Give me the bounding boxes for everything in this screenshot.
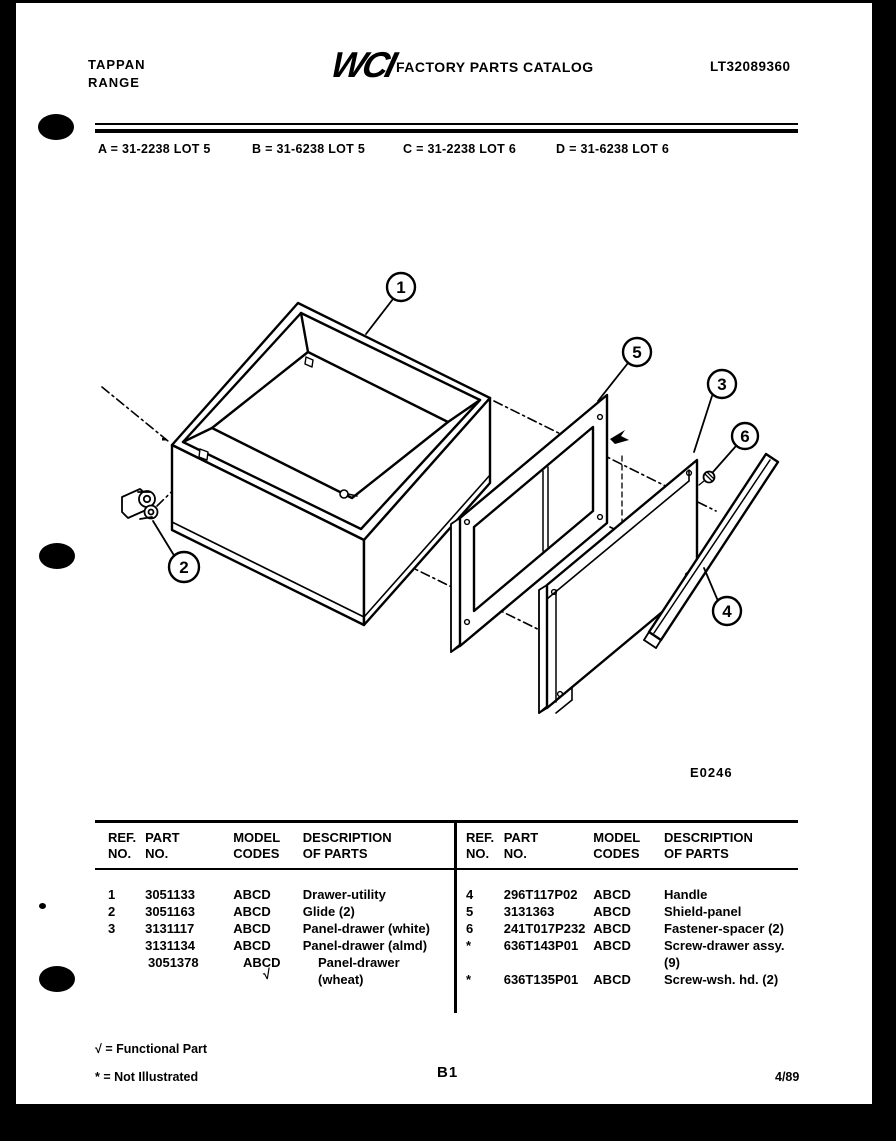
wci-logo: WCI bbox=[327, 44, 399, 85]
header-model-2: CODES bbox=[593, 846, 640, 861]
header-ref-2: NO. bbox=[108, 846, 132, 861]
cell-codes: ABCD bbox=[593, 921, 631, 936]
cell-part: 296T117P02 bbox=[503, 887, 578, 902]
cell-part: 3051378 bbox=[148, 955, 199, 970]
callout-5: 5 bbox=[632, 343, 642, 362]
table-row bbox=[108, 903, 453, 920]
header-desc: DESCRIPTION bbox=[664, 830, 753, 845]
cell-part: 3051133 bbox=[145, 887, 195, 902]
header-model: MODEL bbox=[593, 830, 641, 845]
cell-ref: * bbox=[466, 938, 472, 953]
table-row bbox=[108, 886, 453, 903]
table-header-row bbox=[108, 830, 453, 862]
parts-table-left bbox=[108, 830, 453, 988]
header-model-2: CODES bbox=[233, 846, 280, 861]
cell-desc: Handle bbox=[664, 887, 708, 902]
cell-desc: Panel-drawer (white) bbox=[302, 921, 430, 936]
cell-codes: ABCD bbox=[593, 904, 631, 919]
cell-ref: 5 bbox=[466, 904, 474, 919]
cell-part: 3051163 bbox=[145, 904, 195, 919]
page-code: B1 bbox=[437, 1064, 459, 1081]
cell-codes: ABCD bbox=[233, 904, 271, 919]
cell-codes-text: ABCD bbox=[243, 955, 281, 970]
callout-2: 2 bbox=[179, 558, 189, 577]
table-header-row bbox=[466, 830, 796, 862]
clip-mark bbox=[610, 430, 629, 444]
cell-codes: ABCD bbox=[593, 938, 631, 953]
table-row bbox=[466, 903, 796, 920]
header-model: MODEL bbox=[233, 830, 281, 845]
table-row bbox=[108, 920, 453, 937]
header-part-2: NO. bbox=[145, 846, 169, 861]
check-icon: √ bbox=[261, 965, 272, 983]
legend-functional-part: √ = Functional Part bbox=[95, 1042, 208, 1056]
cell-desc: Drawer-utility bbox=[302, 887, 386, 902]
model-code-b: B = 31-6238 LOT 5 bbox=[252, 142, 366, 156]
cell-desc: Screw-drawer assy. (9) bbox=[664, 938, 785, 970]
cell-part: 636T143P01 bbox=[503, 938, 579, 953]
cell-part: 3131363 bbox=[503, 904, 555, 919]
table-row bbox=[466, 886, 796, 903]
header-part: PART bbox=[503, 830, 539, 845]
cell-desc: Panel-drawer (almd) bbox=[302, 938, 428, 953]
table-row bbox=[466, 971, 796, 988]
cell-desc: Fastener-spacer (2) bbox=[664, 921, 784, 936]
publication-number: LT32089360 bbox=[710, 59, 791, 74]
cell-ref: 2 bbox=[108, 904, 116, 919]
callout-4: 4 bbox=[722, 602, 732, 621]
brand-line-1: TAPPAN bbox=[88, 57, 146, 72]
cell-desc: Glide (2) bbox=[302, 904, 355, 919]
header-desc: DESCRIPTION bbox=[302, 830, 392, 845]
cell-codes: ABCD bbox=[233, 887, 271, 902]
cell-ref bbox=[108, 954, 148, 988]
cell-codes: ABCD bbox=[233, 938, 271, 953]
revision-date: 4/89 bbox=[775, 1070, 800, 1084]
cell-ref: 3 bbox=[108, 921, 116, 936]
model-code-d: D = 31-6238 LOT 6 bbox=[556, 142, 670, 156]
model-code-a: A = 31-2238 LOT 5 bbox=[98, 142, 211, 156]
cell-codes: ABCD bbox=[233, 921, 271, 936]
callout-6: 6 bbox=[740, 427, 750, 446]
cell-desc: Screw-wsh. hd. (2) bbox=[664, 972, 779, 987]
header-ref: REF. bbox=[466, 830, 495, 845]
table-row bbox=[108, 937, 453, 954]
glide-part bbox=[122, 489, 158, 519]
table-top-border bbox=[95, 820, 798, 823]
callout-1: 1 bbox=[396, 278, 406, 297]
header-ref-2: NO. bbox=[466, 846, 490, 861]
fastener-spacer-part bbox=[699, 472, 715, 486]
cell-part: 3131134 bbox=[145, 938, 195, 953]
brand-line-2: RANGE bbox=[88, 75, 140, 90]
header-ref: REF. bbox=[108, 830, 137, 845]
table-row bbox=[466, 937, 796, 971]
cell-part: 636T135P01 bbox=[503, 972, 579, 987]
cell-desc: Shield-panel bbox=[664, 904, 742, 919]
cell-part: 3131117 bbox=[145, 921, 195, 936]
model-code-c: C = 31-2238 LOT 6 bbox=[403, 142, 517, 156]
cell-ref: * bbox=[466, 972, 472, 987]
table-row bbox=[466, 920, 796, 937]
cell-ref bbox=[108, 937, 145, 954]
table-row bbox=[108, 954, 453, 988]
cell-ref: 6 bbox=[466, 921, 474, 936]
cell-codes: ABCD bbox=[593, 972, 631, 987]
table-center-divider bbox=[454, 820, 457, 1013]
catalog-title: FACTORY PARTS CATALOG bbox=[396, 59, 594, 75]
legend-not-illustrated: * = Not Illustrated bbox=[95, 1070, 199, 1084]
header-part: PART bbox=[145, 830, 180, 845]
parts-table-right bbox=[466, 830, 796, 988]
cell-codes bbox=[243, 954, 318, 988]
header-part-2: NO. bbox=[503, 846, 527, 861]
cell-part: 241T017P232 bbox=[503, 921, 586, 936]
drawer-utility-part bbox=[162, 303, 490, 625]
cell-ref: 1 bbox=[108, 887, 116, 902]
header-desc-2: OF PARTS bbox=[302, 846, 368, 861]
cell-ref: 4 bbox=[466, 887, 474, 902]
cell-desc: Panel-drawer (wheat) bbox=[318, 955, 400, 987]
cell-codes: ABCD bbox=[593, 887, 631, 902]
callout-3: 3 bbox=[717, 375, 727, 394]
drawing-code: E0246 bbox=[690, 765, 733, 780]
header-desc-2: OF PARTS bbox=[664, 846, 729, 861]
